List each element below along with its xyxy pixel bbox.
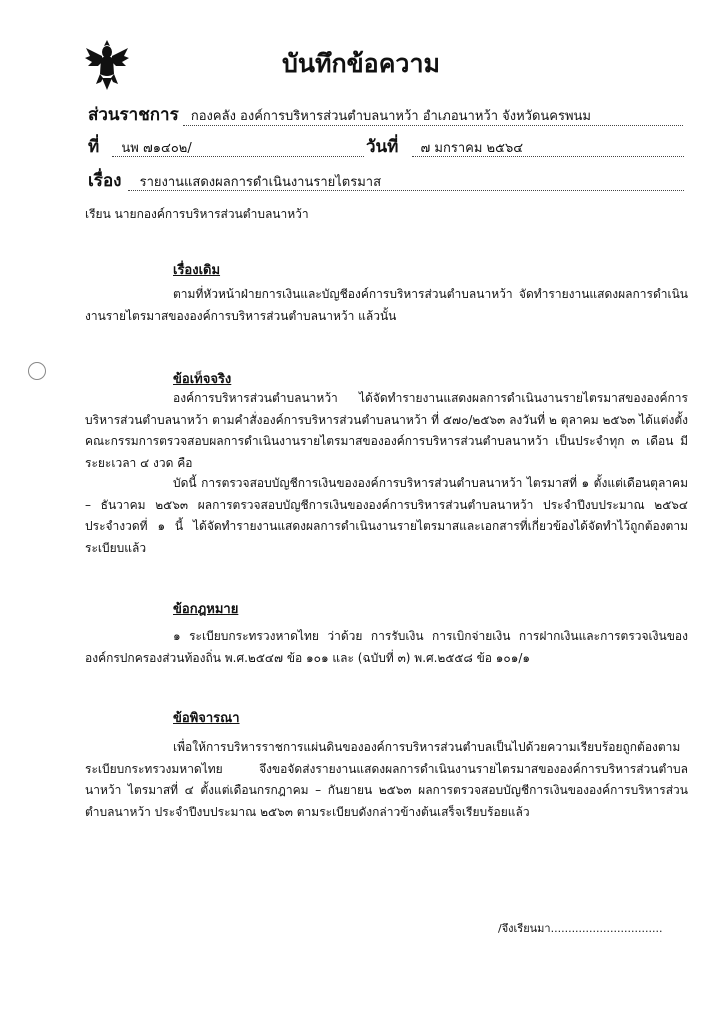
reference-label: ที่	[88, 137, 100, 157]
department-row	[88, 101, 591, 128]
date-label: วันที่	[366, 137, 399, 157]
page-title: บันทึกข้อความ	[282, 49, 440, 78]
facts-paragraph-2: บัดนี้ การตรวจสอบบัญชีการเงินขององค์การบริหารส่วนตำบลนาหว้า ไตรมาสที่ ๑ ตั้งแต่เดือนตุลาคม – ธันวาคม ๒๕๖๓ ผลการตรวจสอบบัญชีการเงินขององค์การบริหารส่วนตำบลนาหว้า ประจำปีงบประมาณ ๒๕๖๔ ประจำงวดที่ ๑ นี้ ได้จัดทำรายงานแสดงผลการดำเนินงานรายไตรมาสและเอกสารที่เกี่ยวข้องได้จัดทำไว้ถูกต้องตามระเบียบแล้ว	[85, 476, 688, 555]
salutation: เรียน นายกองค์การบริหารส่วนตำบลนาหว้า	[85, 207, 309, 221]
background-paragraph: ตามที่หัวหน้าฝ่ายการเงินและบัญชีองค์การบริหารส่วนตำบลนาหว้า จัดทำรายงานแสดงผลการดำเนินงานรายไตรมาสขององค์การบริหารส่วนตำบลนาหว้า แล้วนั้น	[85, 287, 688, 323]
law-paragraph: ๑ ระเบียบกระทรวงหาดไทย ว่าด้วย การรับเงิน การเบิกจ่ายเงิน การฝากเงินและการตรวจเงินขององค์กรปกครองส่วนท้องถิ่น พ.ศ.๒๕๔๗ ข้อ ๑๐๑ และ (ฉบับที่ ๓) พ.ศ.๒๕๕๘ ข้อ ๑๐๑/๑	[85, 629, 688, 665]
subject-dotline	[128, 190, 684, 191]
facts-heading: ข้อเท็จจริง	[173, 372, 232, 387]
punch-hole-mark	[28, 362, 46, 380]
reference-dotline	[112, 156, 364, 157]
department-label: ส่วนราชการ	[88, 105, 179, 125]
consideration-heading: ข้อพิจารณา	[173, 711, 240, 726]
background-heading: เรื่องเดิม	[173, 263, 221, 278]
subject-label: เรื่อง	[88, 171, 122, 191]
department-value: กองคลัง องค์การบริหารส่วนตำบลนาหว้า อำเภอนาหว้า จังหวัดนครพนม	[190, 109, 591, 124]
date-value: ๗ มกราคม ๒๕๖๔	[420, 141, 524, 156]
department-dotline	[183, 125, 683, 126]
date-dotline	[412, 156, 684, 157]
subject-value: รายงานแสดงผลการดำเนินงานรายไตรมาส	[139, 175, 382, 190]
facts-paragraph-1: องค์การบริหารส่วนตำบลนาหว้า ได้จัดทำรายงานแสดงผลการดำเนินงานรายไตรมาสขององค์การบริหารส่วนตำบลนาหว้า ตามคำสั่งองค์การบริหารส่วนตำบลนาหว้า ที่ ๕๗๐/๒๕๖๓ ลงวันที่ ๒ ตุลาคม ๒๕๖๓ ได้แต่งตั้งคณะกรรมการตรวจสอบผลการดำเนินงานรายไตรมาสขององค์การบริหารส่วนตำบลนาหว้า เป็นประจำทุก ๓ เดือน มีระยะเวลา ๔ งวด คือ	[85, 391, 688, 470]
law-heading: ข้อกฎหมาย	[173, 602, 239, 617]
reference-value: นพ ๗๑๔๐๒/	[121, 141, 192, 156]
closing-line: /จึงเรียนมา................................	[498, 922, 663, 935]
consideration-paragraph: เพื่อให้การบริหารราชการแผ่นดินขององค์การบริหารส่วนตำบลเป็นไปด้วยความเรียบร้อยถูกต้องตามระเบียบกระทรวงมหาดไทย จึงขอจัดส่งรายงานแสดงผลการดำเนินงานรายไตรมาสขององค์การบริหารส่วนตำบลนาหว้า ไตรมาสที่ ๔ ตั้งแต่เดือนกรกฎาคม – กันยายน ๒๕๖๓ ผลการตรวจสอบบัญชีการเงินขององค์การบริหารส่วนตำบลนาหว้า ประจำปีงบประมาณ ๒๕๖๓ ตามระเบียบดังกล่าวข้างต้นเสร็จเรียบร้อยแล้ว	[85, 740, 688, 819]
